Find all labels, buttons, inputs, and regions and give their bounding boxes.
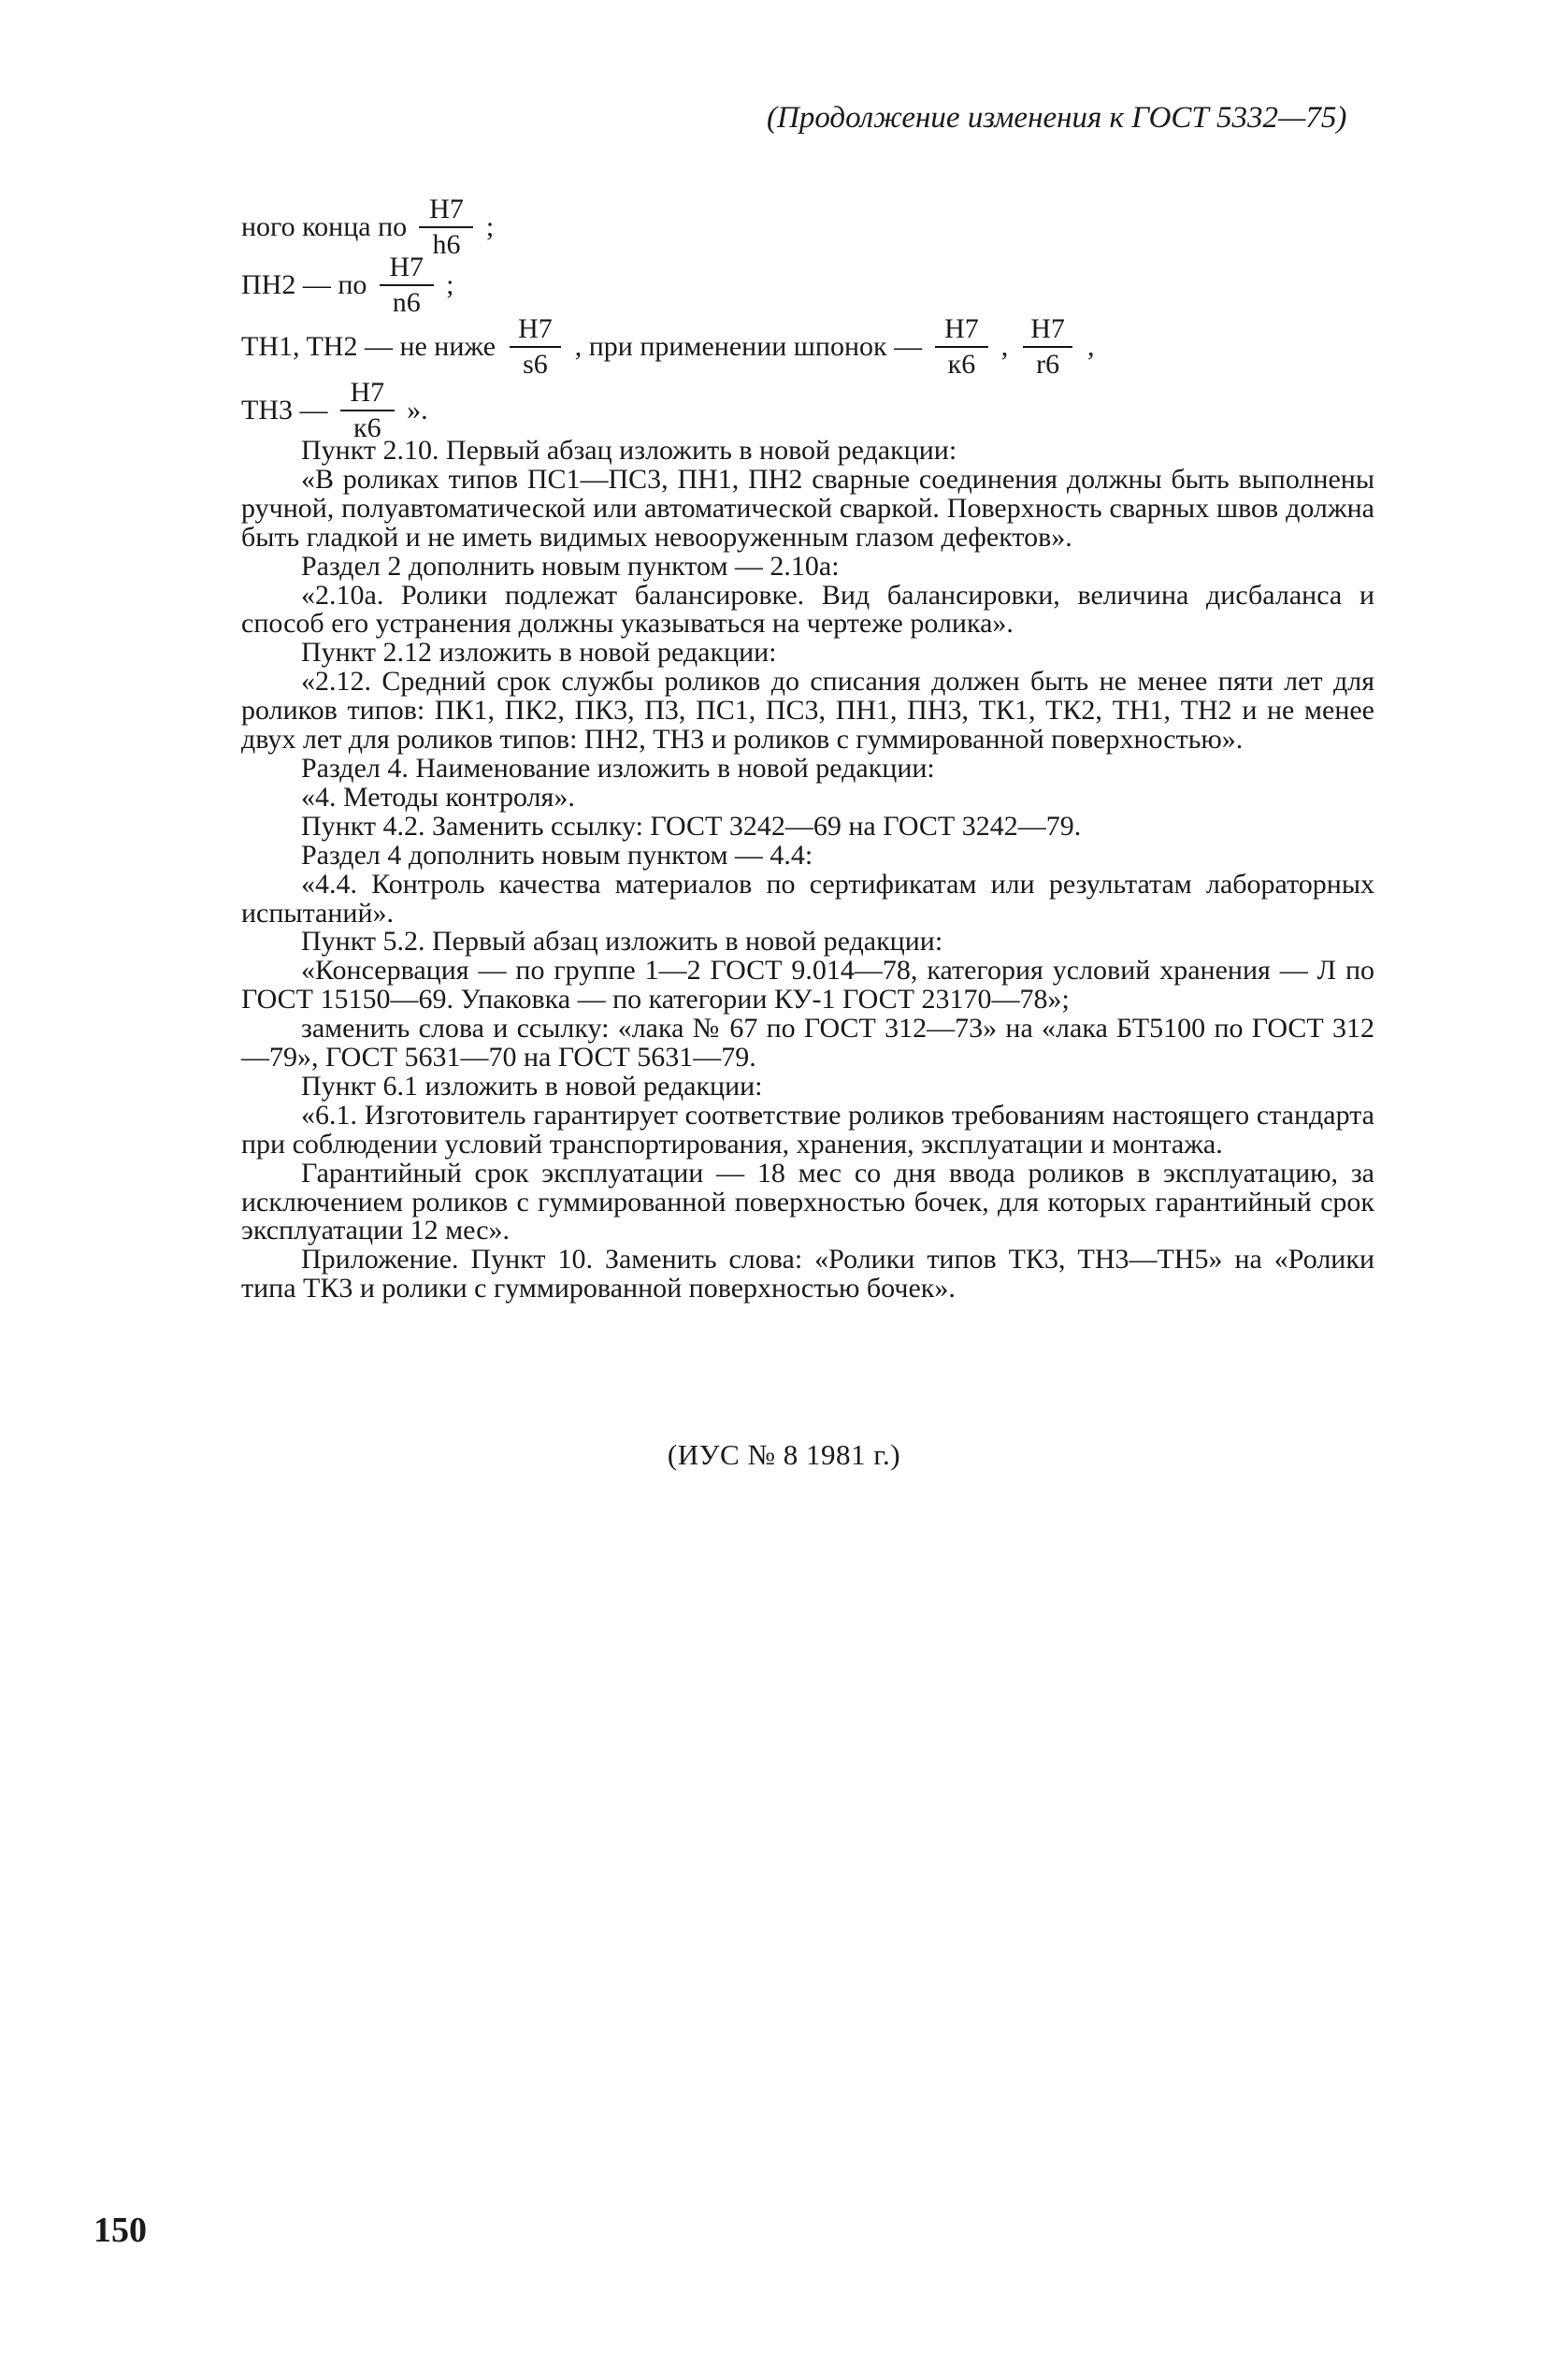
paragraph: Раздел 2 дополнить новым пунктом — 2.10а: <box>301 550 840 582</box>
paragraph: Пункт 4.2. Заменить ссылку: ГОСТ 3242—69 на ГОСТ 3242—79. <box>301 810 1082 842</box>
fraction-numerator: H7 <box>944 313 979 344</box>
paragraph: «4. Методы контроля». <box>301 781 575 813</box>
fraction-denominator: к6 <box>935 346 989 379</box>
formula-separator: , <box>1000 331 1009 362</box>
paragraph: заменить слова и ссылку: «лака № 67 по ГОСТ 312—73» на «лака БТ5100 по ГОСТ 312—79», ГОСТ 5631—70 на ГОСТ 5631—79. <box>241 1013 1374 1074</box>
fit-fraction <box>376 253 437 317</box>
fit-fraction <box>931 315 992 379</box>
fraction-denominator: к6 <box>340 410 395 442</box>
running-header: (Продолжение изменения к ГОСТ 5332—75) <box>767 101 1347 135</box>
formula-suffix: ; <box>446 269 454 300</box>
fraction-numerator: H7 <box>350 377 385 408</box>
fit-fraction <box>505 315 566 379</box>
paragraph: «2.10а. Ролики подлежат балансировке. Вид балансировки, величина дисбаланса и способ его устранения должны указываться на чертеже ролика». <box>241 579 1374 640</box>
fraction-numerator: H7 <box>429 194 464 224</box>
fit-fraction <box>1017 315 1078 379</box>
fit-fraction <box>338 379 398 442</box>
paragraph: Пункт 6.1 изложить в новой редакции: <box>301 1070 763 1102</box>
fraction-denominator: n6 <box>380 284 434 317</box>
paragraph: Гарантийный срок эксплуатации — 18 мес со дня ввода роликов в эксплуатацию, за исключением роликов с гуммированной поверхностью бочек, для которых гарантийный срок эксплуатации 12 мес». <box>241 1157 1374 1247</box>
paragraph: Раздел 4 дополнить новым пунктом — 4.4: <box>301 839 813 871</box>
formula-prefix: TH3 — <box>241 395 328 425</box>
source-reference: (ИУС № 8 1981 г.) <box>667 1438 901 1471</box>
paragraph: «2.12. Средний срок службы роликов до списания должен быть не менее пяти лет для роликов типов: ПК1, ПК2, ПК3, П3, ПС1, ПС3, ПН1, ПН3, ТК1, ТК2, ТН1, ТН2 и не менее двух лет для роликов типов: ПН2, ТН3 и роликов с гуммированной поверхностью». <box>241 666 1374 756</box>
formula-prefix: TH1, TH2 — не ниже <box>241 331 496 362</box>
page-number: 150 <box>94 2211 147 2250</box>
paragraph: Пункт 2.10. Первый абзац изложить в новой редакции: <box>301 435 957 466</box>
paragraph: «4.4. Контроль качества материалов по сертификатам или результатам лабораторных испытаний». <box>241 868 1374 929</box>
paragraph: «Консервация — по группе 1—2 ГОСТ 9.014—78, категория условий хранения — Л по ГОСТ 15150—69. Упаковка — по категории КУ-1 ГОСТ 23170—78»; <box>241 955 1374 1016</box>
paragraph: Приложение. Пункт 10. Заменить слова: «Ролики типов ТК3, ТН3—ТН5» на «Ролики типа ТК3 и ролики с гуммированной поверхностью бочек». <box>241 1244 1374 1305</box>
formula-suffix: ; <box>485 211 495 242</box>
fraction-denominator: r6 <box>1023 346 1072 379</box>
formula-suffix: ». <box>407 395 428 425</box>
fraction-numerator: H7 <box>389 252 424 282</box>
formula-prefix: ПН2 — по <box>241 269 367 300</box>
formula-row-th1-th2 <box>241 314 1094 380</box>
formula-row-pn2 <box>241 252 453 318</box>
formula-middle-text: , при применении шпонок — <box>574 331 923 362</box>
fraction-numerator: H7 <box>518 313 553 344</box>
formula-row-th3 <box>241 378 428 443</box>
amendment-body <box>241 437 1374 1304</box>
formula-suffix: , <box>1086 331 1095 362</box>
fit-fraction <box>416 195 477 259</box>
formula-prefix: ного конца по <box>241 211 408 242</box>
paragraph: «В роликах типов ПС1—ПС3, ПН1, ПН2 сварные соединения должны быть выполнены ручной, полуавтоматической или автоматической сваркой. Поверхность сварных швов должна быть гладкой и не иметь видимых невооруженным глазом дефектов». <box>241 463 1374 553</box>
formula-row-shaft-end <box>241 195 494 260</box>
paragraph: Пункт 2.12 изложить в новой редакции: <box>301 637 777 669</box>
paragraph: «6.1. Изготовитель гарантирует соответствие роликов требованиям настоящего стандарта при соблюдении условий транспортирования, хранения, эксплуатации и монтажа. <box>241 1099 1374 1160</box>
fraction-numerator: H7 <box>1030 313 1065 344</box>
fraction-denominator: h6 <box>419 226 473 259</box>
fraction-denominator: s6 <box>510 346 561 379</box>
paragraph: Раздел 4. Наименование изложить в новой редакции: <box>301 752 935 784</box>
paragraph: Пункт 5.2. Первый абзац изложить в новой редакции: <box>301 926 943 958</box>
